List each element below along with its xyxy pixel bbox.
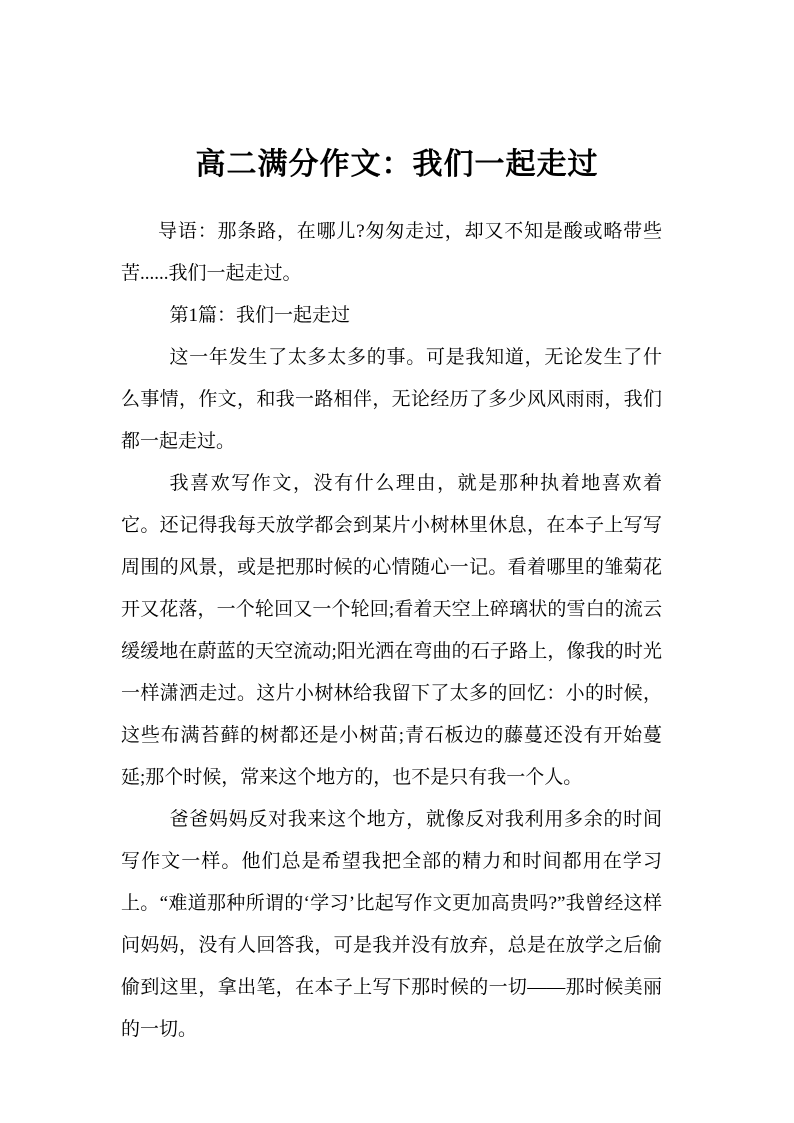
paragraph-body-3: 爸爸妈妈反对我来这个地方，就像反对我利用多余的时间写作文一样。他们总是希望我把全部的精力和时间都用在学习上。“难道那种所谓的‘学习’比起写作文更加高贵吗?”我曾经这样问妈妈，没有人回答我，可是我并没有放弃，总是在放学之后偷偷到这里，拿出笔，在本子上写下那时候的一切——那时候美丽的一切。 <box>121 809 662 1040</box>
paragraph-intro: 导语：那条路，在哪儿?匆匆走过，却又不知是酸或略带些苦......我们一起走过。 <box>121 221 662 284</box>
document-body <box>121 211 662 1051</box>
paragraph-body-2: 我喜欢写作文，没有什么理由，就是那种执着地喜欢着它。还记得我每天放学都会到某片小树林里休息，在本子上写写周围的风景，或是把那时候的心情随心一记。看着哪里的雏菊花开又花落，一个轮回又一个轮回;看着天空上碎璃状的雪白的流云缓缓地在蔚蓝的天空流动;阳光洒在弯曲的石子路上，像我的时光一样潇洒走过。这片小树林给我留下了太多的回忆：小的时候，这些布满苔藓的树都还是小树苗;青石板边的藤蔓还没有开始蔓延;那个时候，常来这个地方的，也不是只有我一个人。 <box>121 473 662 788</box>
paragraph-body-1: 这一年发生了太多太多的事。可是我知道，无论发生了什么事情，作文，和我一路相伴，无论经历了多少风风雨雨，我们都一起走过。 <box>121 347 662 452</box>
paragraph-section-heading: 第1篇：我们一起走过 <box>169 305 350 326</box>
document-title: 高二满分作文：我们一起走过 <box>195 148 599 181</box>
